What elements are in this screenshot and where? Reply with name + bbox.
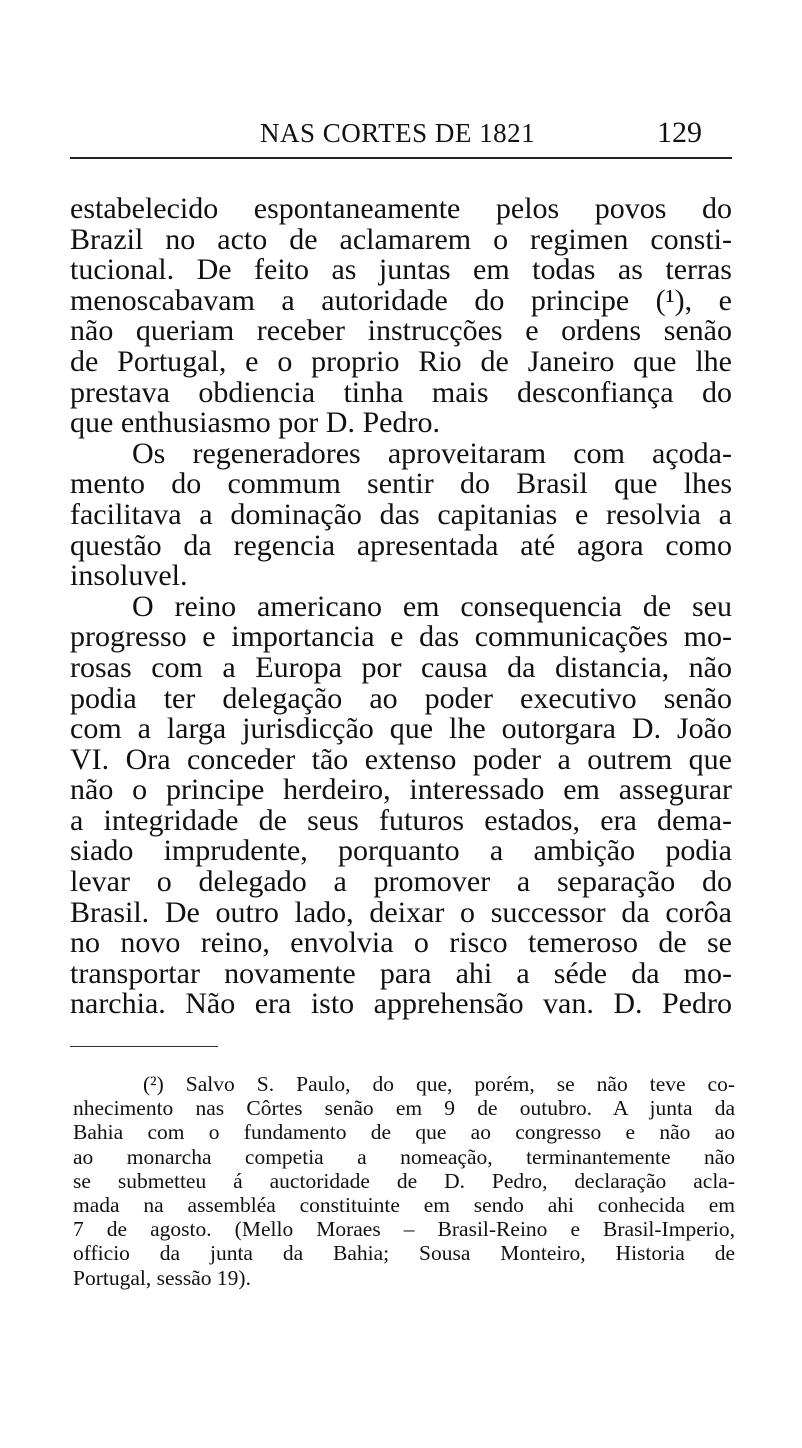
text-line: O reino americano em consequencia de seu: [132, 589, 732, 623]
footnote-line: (²) Salvo S. Paulo, do que, porém, se não teve co-: [143, 1072, 735, 1096]
footnote-line: Bahia com o fundamento de que ao congresso e não ao: [73, 1120, 735, 1145]
text-line: siado imprudente, porquanto a ambição podia: [70, 834, 732, 868]
header-rule: [70, 157, 732, 159]
text-line: Brazil no acto de aclamarem o regimen consti-: [70, 222, 732, 256]
text-line: mento do commum sentir do Brasil que lhes: [70, 467, 732, 501]
text-line: prestava obdiencia tinha mais desconfiança do: [70, 375, 732, 409]
text-line: rosas com a Europa por causa da distancia, não: [70, 650, 732, 684]
text-line: menoscabavam a autoridade do principe (¹), e: [70, 283, 732, 317]
text-line: podia ter delegação ao poder executivo senão: [70, 681, 732, 715]
text-line: a integridade de seus futuros estados, era dema-: [70, 803, 732, 837]
text-line: que enthusiasmo por D. Pedro.: [70, 406, 440, 440]
text-line: Os regeneradores aproveitaram com açoda-: [132, 436, 732, 470]
text-line: com a larga jurisdicção que lhe outorgara D. João: [70, 712, 732, 746]
text-line: de Portugal, e o proprio Rio de Janeiro que lhe: [70, 344, 732, 378]
text-line: progresso e importancia e das communicações mo-: [70, 620, 732, 654]
text-line: questão da regencia apresentada até agora como: [70, 528, 732, 562]
footnote-line: Portugal, sessão 19).: [73, 1265, 251, 1290]
footnote-rule: [70, 1046, 218, 1047]
text-line: narchia. Não era isto apprehensão van. D. Pedro: [70, 987, 732, 1021]
text-line: não o principe herdeiro, interessado em assegurar: [70, 773, 732, 807]
text-line: insoluvel.: [70, 559, 188, 593]
footnote-line: mada na assembléa constituinte em sendo ahi conhecida em: [73, 1192, 735, 1217]
text-line: facilitava a dominação das capitanias e resolvia a: [70, 497, 732, 531]
running-title: NAS CORTES DE 1821: [260, 118, 536, 148]
footnote-line: nhecimento nas Côrtes senão em 9 de outubro. A junta da: [73, 1096, 735, 1121]
text-line: no novo reino, envolvia o risco temeroso de se: [70, 926, 732, 960]
footnote-line: se submetteu á auctoridade de D. Pedro, declaração acla-: [73, 1168, 735, 1193]
text-line: tucional. De feito as juntas em todas as terras: [70, 253, 732, 287]
footnote-line: officio da junta da Bahia; Sousa Monteiro, Historia de: [73, 1241, 735, 1266]
main-text: [70, 194, 732, 1020]
footnote-line: ao monarcha competia a nomeação, terminantemente não: [73, 1144, 735, 1169]
footnote: [73, 1072, 735, 1290]
text-line: levar o delegado a promover a separação do: [70, 865, 732, 899]
text-line: não queriam receber instrucções e ordens senão: [70, 314, 732, 348]
text-line: VI. Ora conceder tão extenso poder a outrem que: [70, 742, 732, 776]
text-line: Brasil. De outro lado, deixar o successor da corôa: [70, 895, 732, 929]
footnote-line: 7 de agosto. (Mello Moraes – Brasil-Reino e Brasil-Imperio,: [73, 1217, 735, 1242]
page-number: 129: [657, 116, 702, 149]
text-line: estabelecido espontaneamente pelos povos do: [70, 192, 732, 225]
page-header: [70, 118, 732, 154]
text-line: transportar novamente para ahi a séde da mo-: [70, 956, 732, 990]
